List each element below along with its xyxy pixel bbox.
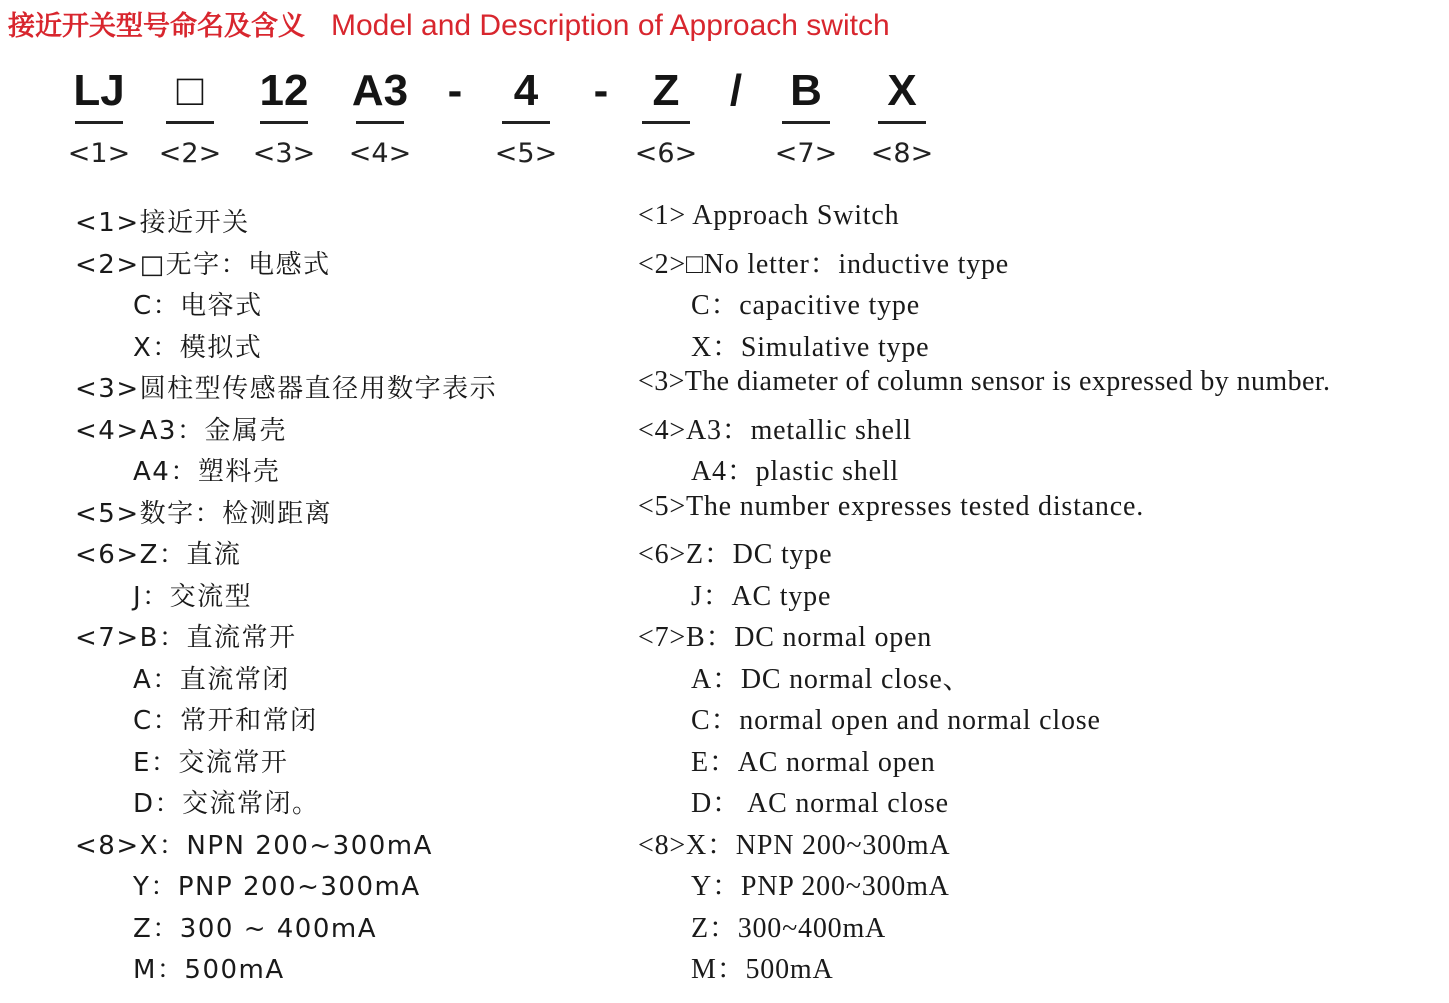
en-line: <6>Z：DC type xyxy=(638,539,833,570)
en-line: J：AC type xyxy=(691,581,832,612)
cn-line: <7>B：直流常开 xyxy=(75,623,297,653)
code-underline xyxy=(356,121,404,124)
cn-line: M：500mA xyxy=(133,955,285,985)
code-underline xyxy=(260,121,308,124)
en-line: M：500mA xyxy=(691,954,834,985)
en-line: <2>□No letter：inductive type xyxy=(638,249,1010,280)
cn-line: <6>Z：直流 xyxy=(75,540,242,570)
title-chinese: 接近开关型号命名及含义 xyxy=(8,11,305,42)
code-part-load: X xyxy=(887,66,917,115)
code-separator-dash: - xyxy=(593,66,609,115)
en-line: Z：300~400mA xyxy=(691,913,887,944)
code-index: <3> xyxy=(252,138,316,169)
code-index: <2> xyxy=(158,138,222,169)
cn-line: <8>X：NPN 200~300mA xyxy=(75,831,433,861)
en-line: <4>A3：metallic shell xyxy=(638,415,912,446)
code-index: <5> xyxy=(494,138,558,169)
en-line: <3>The diameter of column sensor is expressed by number. xyxy=(638,366,1331,397)
en-line: <7>B：DC normal open xyxy=(638,622,933,653)
code-part-box: □ xyxy=(176,66,204,115)
en-line: D： AC normal close xyxy=(691,788,949,819)
code-part-diameter: 12 xyxy=(259,66,309,115)
en-line: <1> Approach Switch xyxy=(638,200,900,231)
code-underline xyxy=(782,121,830,124)
en-line: C：normal open and normal close xyxy=(691,705,1101,736)
code-underline xyxy=(642,121,690,124)
code-underline xyxy=(878,121,926,124)
code-underline xyxy=(502,121,550,124)
code-underline xyxy=(75,121,123,124)
en-line: A4：plastic shell xyxy=(691,456,899,487)
en-line: <5>The number expresses tested distance. xyxy=(638,491,1144,522)
code-underline xyxy=(166,121,214,124)
cn-line: <1>接近开关 xyxy=(75,208,250,238)
code-separator-dash: - xyxy=(447,66,463,115)
code-index: <4> xyxy=(348,138,412,169)
cn-line: <3>圆柱型传感器直径用数字表示 xyxy=(75,374,498,404)
cn-line: Z：300 ~ 400mA xyxy=(133,914,377,944)
code-part-distance: 4 xyxy=(513,66,539,115)
cn-line: <5>数字：检测距离 xyxy=(75,499,333,529)
code-part-lj: LJ xyxy=(73,66,125,115)
page-title xyxy=(8,4,890,43)
en-line: E：AC normal open xyxy=(691,747,936,778)
cn-line: C：电容式 xyxy=(133,291,263,321)
title-english: Model and Description of Approach switch xyxy=(331,9,890,42)
en-line: Y：PNP 200~300mA xyxy=(691,871,950,902)
code-part-current: Z xyxy=(652,66,680,115)
cn-line: D：交流常闭。 xyxy=(133,789,320,819)
en-line: A：DC normal close、 xyxy=(691,664,972,695)
code-index: <8> xyxy=(870,138,934,169)
cn-line: A：直流常闭 xyxy=(133,665,290,695)
cn-line: X：模拟式 xyxy=(133,333,263,363)
code-index: <1> xyxy=(67,138,131,169)
cn-line: Y：PNP 200~300mA xyxy=(133,872,421,902)
en-line: <8>X：NPN 200~300mA xyxy=(638,830,951,861)
cn-line: <4>A3：金属壳 xyxy=(75,416,287,446)
cn-line: C：常开和常闭 xyxy=(133,706,318,736)
code-index: <6> xyxy=(634,138,698,169)
cn-line: <2>□无字：电感式 xyxy=(75,250,331,280)
en-line: X：Simulative type xyxy=(691,332,930,363)
code-part-output: B xyxy=(790,66,822,115)
cn-line: J：交流型 xyxy=(133,582,253,612)
cn-line: E：交流常开 xyxy=(133,748,289,778)
code-part-shell: A3 xyxy=(351,66,409,115)
en-line: C：capacitive type xyxy=(691,290,920,321)
code-index: <7> xyxy=(774,138,838,169)
cn-line: A4：塑料壳 xyxy=(133,457,281,487)
code-separator-slash: / xyxy=(729,66,743,115)
